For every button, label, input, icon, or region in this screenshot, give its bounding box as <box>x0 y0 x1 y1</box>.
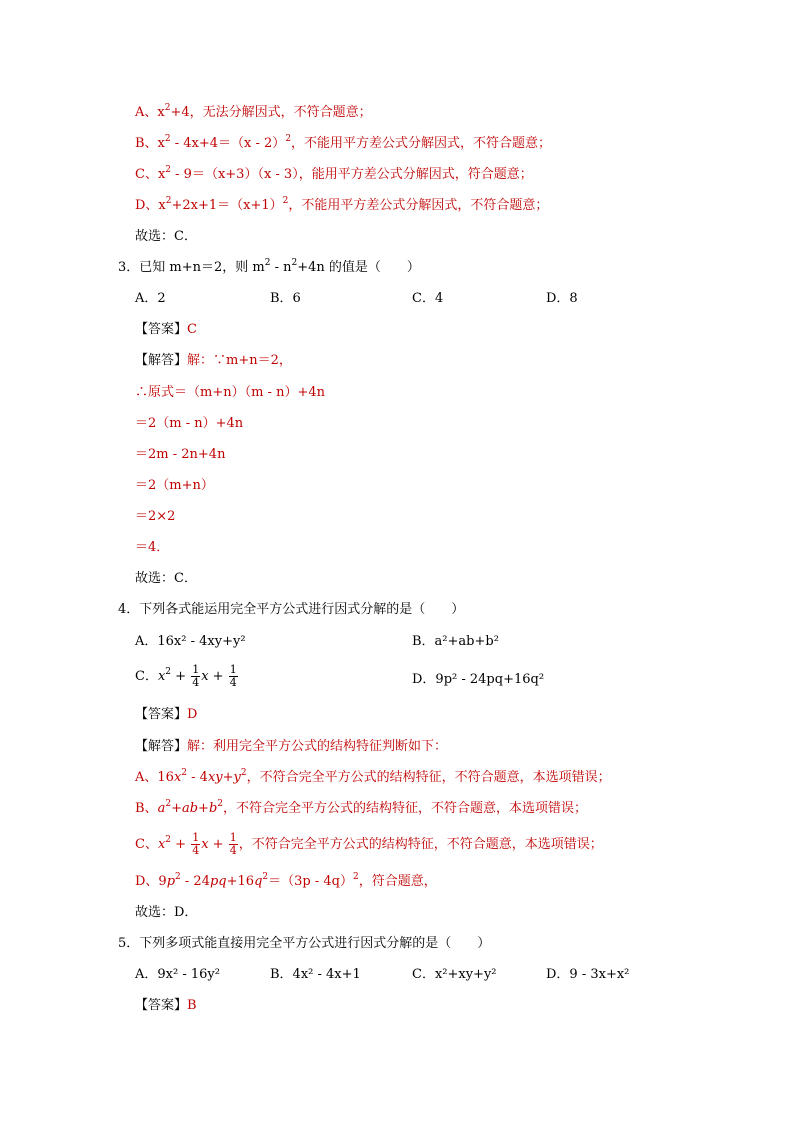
q3-choose: 故选：C． <box>135 571 197 586</box>
q4-analysis-b: B、$a^2+ab+b^2$，不符合完全平方公式的结构特征，不符合题意，本选项错误； <box>135 799 588 816</box>
q4-solution-head: 【解答】解：利用完全平方公式的结构特征判断如下： <box>135 739 448 754</box>
q5-stem: 5．下列多项式能直接用完全平方公式进行因式分解的是（ ） <box>118 936 491 951</box>
q5-answer: 【答案】B <box>135 998 197 1013</box>
q5-option-a: A．9x² - 16y² <box>135 967 220 982</box>
q3-option-a: A．2 <box>135 291 166 306</box>
q2-analysis-c: C、$x^2 - 9=(x+3)(x - 3)$，能用平方差公式分解因式，符合题意； <box>135 165 533 182</box>
fraction-quarter: $\frac{1}{4}$ <box>192 831 200 857</box>
q4-analysis-a: A、$16x^2 - 4xy+y^2$，不符合完全平方公式的结构特征，不符合题意，本选项错误； <box>135 768 611 785</box>
q4-analysis-d: D、$9p^2 - 24pq+16q^2=(3p - 4q)^2$，符合题意， <box>135 872 437 889</box>
q3-option-b: B．6 <box>270 291 301 306</box>
q4-option-c: C．$x^2$ + $\frac{1}{4}$ x + $\frac{1}{4}$ <box>135 663 237 689</box>
q3-option-c: C．4 <box>412 291 444 306</box>
q3-step-5: ＝2×2 <box>135 509 176 524</box>
q2-analysis-a: A、$x^2+4$，无法分解因式，不符合题意； <box>135 103 372 120</box>
q3-stem: 3．已知 m+n＝2，则 $m^2 - n^2+4n$ 的值是（ ） <box>118 258 420 275</box>
q3-step-6: ＝4． <box>135 540 170 555</box>
q4-answer: 【答案】D <box>135 707 198 722</box>
fraction-quarter: $\frac{1}{4}$ <box>229 831 237 857</box>
q2-analysis-d: D、$x^2+2x+1=(x+1)^2$，不能用平方差公式分解因式，不符合题意； <box>135 196 549 213</box>
q5-option-c: C．x²+xy+y² <box>412 967 497 982</box>
q4-choose: 故选：D． <box>135 905 198 920</box>
q4-option-a: A．16x² - 4xy+y² <box>135 634 246 649</box>
q4-option-d: D．9p² - 24pq+16q² <box>412 672 545 687</box>
fraction-quarter: $\frac{1}{4}$ <box>229 663 237 689</box>
q3-step-1: ∴原式＝（m+n）（m - n）+4n <box>135 385 325 400</box>
q2-analysis-b: B、$x^2 - 4x+4=(x - 2)^2$，不能用平方差公式分解因式，不符合题意； <box>135 134 552 151</box>
q3-step-3: ＝2m - 2n+4n <box>135 447 226 462</box>
q4-analysis-c: C、$x^2$ + $\frac{1}{4}$ x + $\frac{1}{4}$ ，不符合完全平方公式的结构特征，不符合题意，本选项错误； <box>135 831 603 857</box>
fraction-quarter: $\frac{1}{4}$ <box>192 663 200 689</box>
q3-answer: 【答案】C <box>135 322 197 337</box>
q3-step-4: ＝2（m+n） <box>135 478 214 493</box>
q3-solution-head: 【解答】解：∵m+n＝2， <box>135 353 292 368</box>
q3-option-d: D．8 <box>546 291 578 306</box>
q5-option-b: B．4x² - 4x+1 <box>270 967 361 982</box>
q3-step-2: ＝2（m - n）+4n <box>135 416 244 431</box>
q4-option-b: B．a²+ab+b² <box>412 634 499 649</box>
q5-option-d: D．9 - 3x+x² <box>546 967 630 982</box>
q2-choose: 故选：C． <box>135 229 197 244</box>
q4-stem: 4．下列各式能运用完全平方公式进行因式分解的是（ ） <box>118 602 465 617</box>
